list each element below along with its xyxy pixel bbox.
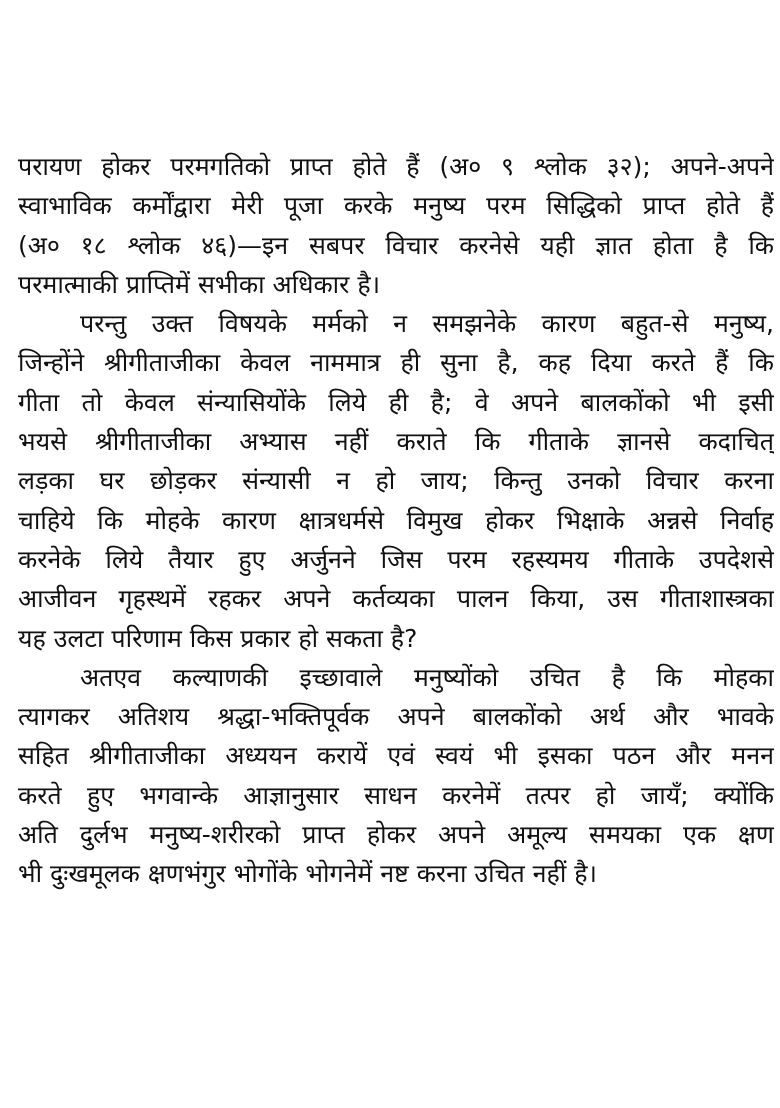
text-line: भयसे श्रीगीताजीका अभ्यास नहीं कराते कि गीताके ज्ञानसे कदाचित् [18,427,774,457]
text-line: परमात्माकी प्राप्तिमें सभीका अधिकार है। [18,269,381,299]
paragraph-2 [18,304,774,658]
text-line: त्यागकर अतिशय श्रद्धा-भक्तिपूर्वक अपने बालकोंको अर्थ और भावके [18,702,774,732]
text-line: स्वाभाविक कर्मोंद्वारा मेरी पूजा करके मनुष्य परम सिद्धिको प्राप्त होते हैं [18,191,774,221]
text-line: जिन्होंने श्रीगीताजीका केवल नाममात्र ही सुना है, कह दिया करते हैं कि [18,348,774,378]
text-line: गीता तो केवल संन्यासियोंके लिये ही है; वे अपने बालकोंको भी इसी [18,387,774,417]
text-line: करनेके लिये तैयार हुए अर्जुनने जिस परम रहस्यमय गीताके उपदेशसे [18,544,774,574]
text-line: (अ० १८ श्लोक ४६)—इन सबपर विचार करनेसे यही ज्ञात होता है कि [18,230,774,260]
text-line: भी दुःखमूलक क्षणभंगुर भोगोंके भोगनेमें नष्ट करना उचित नहीं है। [18,859,597,889]
text-line: करते हुए भगवान्के आज्ञानुसार साधन करनेमें तत्पर हो जायँ; क्योंकि [18,780,774,810]
text-line: परायण होकर परमगतिको प्राप्त होते हैं (अ० ९ श्लोक ३२); अपने-अपने [18,152,774,181]
text-line: अतएव कल्याणकी इच्छावाले मनुष्योंको उचित है कि मोहका [80,662,774,692]
text-line: लड़का घर छोड़कर संन्यासी न हो जाय; किन्तु उनको विचार करना [18,466,774,496]
text-line: सहित श्रीगीताजीका अध्ययन करायें एवं स्वयं भी इसका पठन और मनन [18,741,774,771]
text-line: अति दुर्लभ मनुष्य-शरीरको प्राप्त होकर अपने अमूल्य समयका एक क्षण [18,820,774,850]
text-line: चाहिये कि मोहके कारण क्षात्रधर्मसे विमुख होकर भिक्षाके अन्नसे निर्वाह [18,505,774,535]
text-line: आजीवन गृहस्थमें रहकर अपने कर्तव्यका पालन किया, उस गीताशास्त्रका [18,584,774,614]
paragraph-3 [18,658,774,894]
paragraph-1 [18,147,774,304]
text-line: परन्तु उक्त विषयके मर्मको न समझनेके कारण बहुत-से मनुष्य, [80,309,774,339]
document-page [18,147,774,894]
text-line: यह उलटा परिणाम किस प्रकार हो सकता है? [18,623,418,653]
